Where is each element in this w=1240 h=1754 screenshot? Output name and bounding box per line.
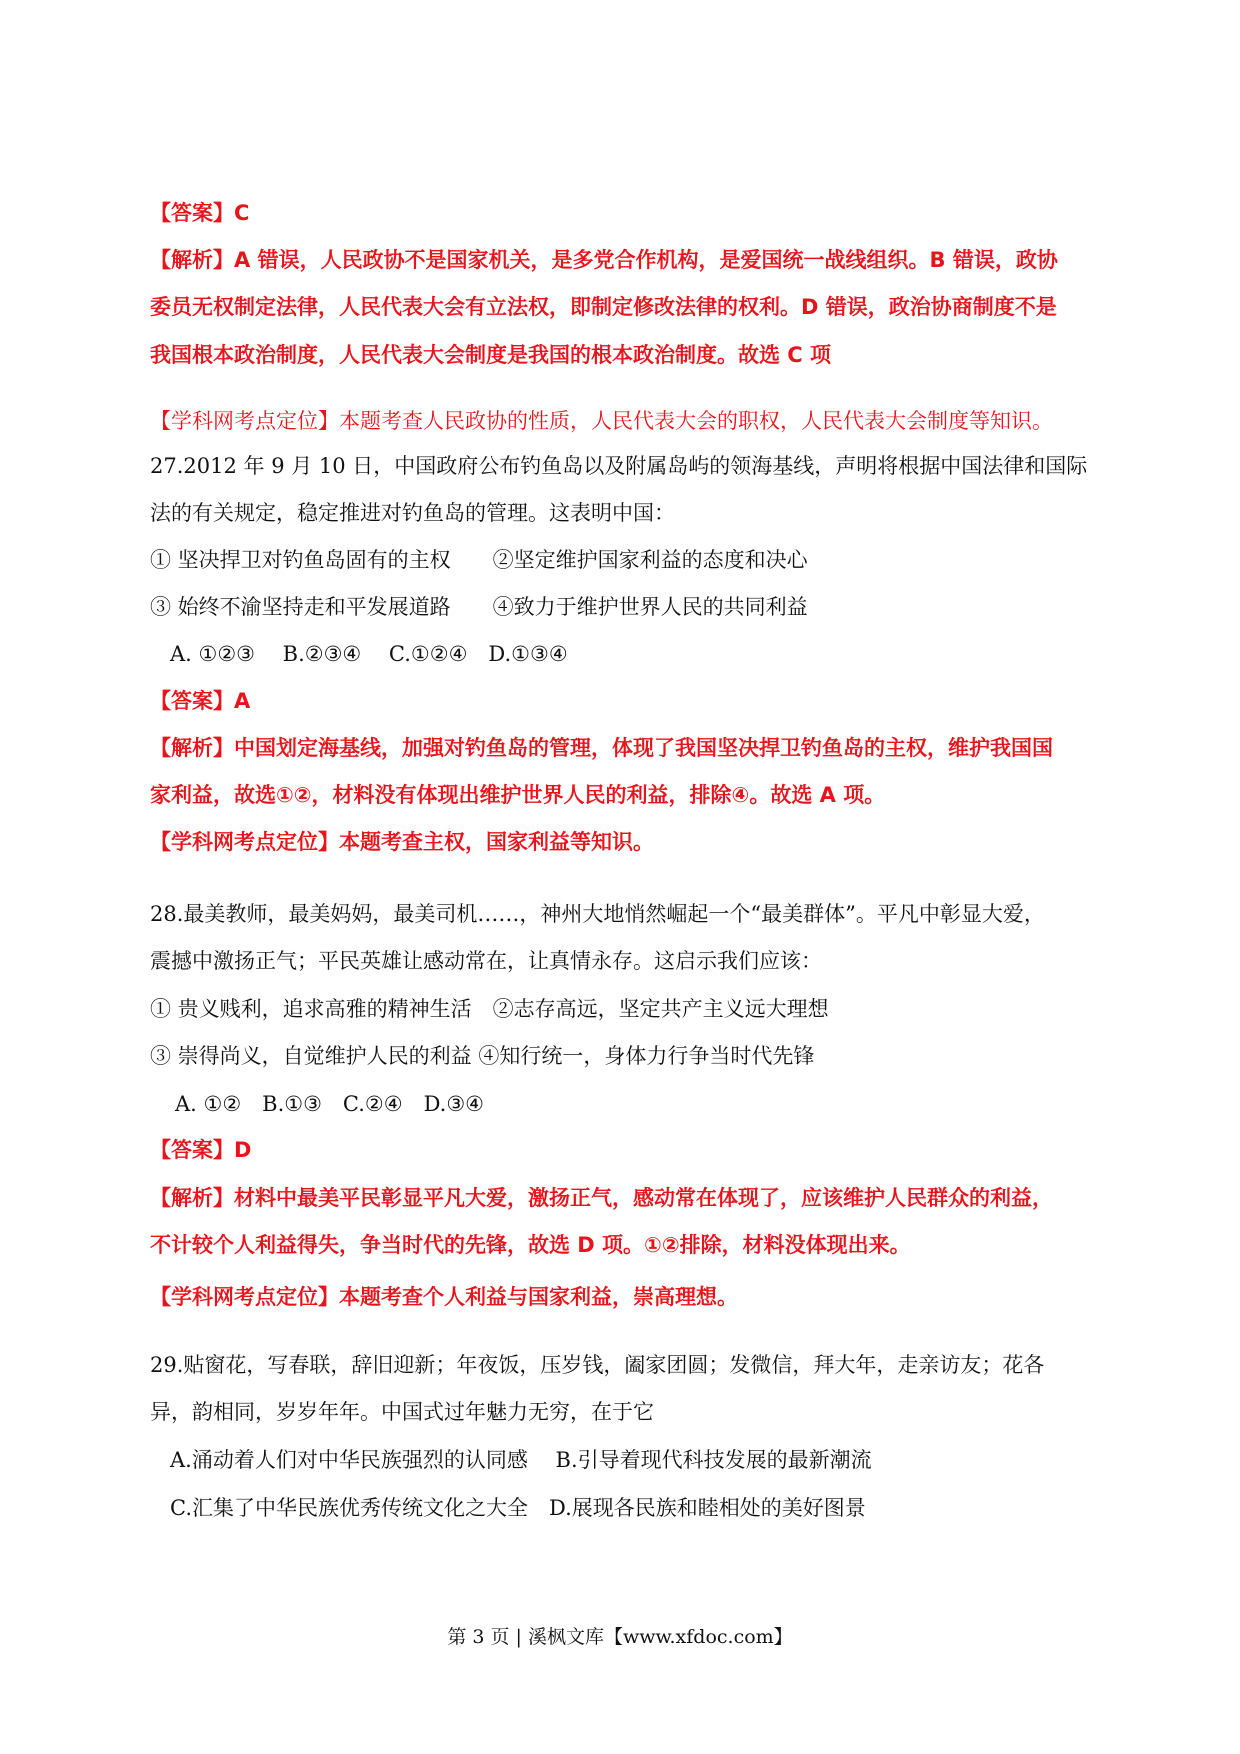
q27-item-line-1: ① 坚决捍卫对钓鱼岛固有的主权 ②坚定维护国家利益的态度和决心 <box>150 548 808 572</box>
q28-knowledge-point: 【学科网考点定位】本题考查个人利益与国家利益，崇高理想。 <box>150 1285 738 1309</box>
q27-knowledge-point: 【学科网考点定位】本题考查主权，国家利益等知识。 <box>150 830 654 854</box>
q28-item-line-1: ① 贵义贱利，追求高雅的精神生活 ②志存高远，坚定共产主义远大理想 <box>150 997 829 1021</box>
q29-option-line-2: C.汇集了中华民族优秀传统文化之大全 D.展现各民族和睦相处的美好图景 <box>170 1496 866 1520</box>
q28-answer: 【答案】D <box>150 1138 252 1162</box>
q28-stem-line-2: 震撼中激扬正气；平民英雄让感动常在，让真情永存。这启示我们应该： <box>150 949 822 973</box>
q29-stem-line-1: 29.贴窗花，写春联，辞旧迎新；年夜饭，压岁钱，阖家团圆；发微信，拜大年，走亲访友；花各 <box>150 1353 1045 1377</box>
q29-stem-line-2: 异，韵相同，岁岁年年。中国式过年魅力无穷，在于它 <box>150 1400 654 1424</box>
q28-analysis-line-1: 【解析】材料中最美平民彰显平凡大爱，激扬正气，感动常在体现了，应该维护人民群众的利益， <box>150 1186 1053 1210</box>
q26-answer: 【答案】C <box>150 201 250 225</box>
page-footer: 第 3 页 | 溪枫文库【www.xfdoc.com】 <box>447 1626 793 1648</box>
q28-stem-line-1: 28.最美教师，最美妈妈，最美司机……，神州大地悄然崛起一个“最美群体”。平凡中彰显大爱， <box>150 902 1045 926</box>
q26-analysis-line-2: 委员无权制定法律，人民代表大会有立法权，即制定修改法律的权利。D 错误，政治协商制度不是 <box>150 295 1057 319</box>
q27-stem-line-2: 法的有关规定，稳定推进对钓鱼岛的管理。这表明中国： <box>150 501 675 525</box>
q26-analysis-line-3: 我国根本政治制度，人民代表大会制度是我国的根本政治制度。故选 C 项 <box>150 343 832 367</box>
q28-analysis-line-2: 不计较个人利益得失，争当时代的先锋，故选 D 项。①②排除，材料没体现出来。 <box>150 1233 911 1257</box>
q27-stem-line-1: 27.2012 年 9 月 10 日，中国政府公布钓鱼岛以及附属岛屿的领海基线，声明将根据中国法律和国际 <box>150 454 1088 478</box>
q28-item-line-2: ③ 崇得尚义，自觉维护人民的利益 ④知行统一，身体力行争当时代先锋 <box>150 1044 815 1068</box>
q27-item-line-2: ③ 始终不渝坚持走和平发展道路 ④致力于维护世界人民的共同利益 <box>150 595 808 619</box>
q29-option-line-1: A.涌动着人们对中华民族强烈的认同感 B.引导着现代科技发展的最新潮流 <box>170 1448 872 1472</box>
q27-answer: 【答案】A <box>150 689 251 713</box>
q27-analysis-line-2: 家利益，故选①②，材料没有体现出维护世界人民的利益，排除④。故选 A 项。 <box>150 783 886 807</box>
q27-options: A. ①②③ B.②③④ C.①②④ D.①③④ <box>170 642 568 666</box>
q26-knowledge-point: 【学科网考点定位】本题考查人民政协的性质，人民代表大会的职权，人民代表大会制度等知识。 <box>150 409 1053 433</box>
q27-analysis-line-1: 【解析】中国划定海基线，加强对钓鱼岛的管理，体现了我国坚决捍卫钓鱼岛的主权，维护我国国 <box>150 736 1053 760</box>
q28-options: A. ①② B.①③ C.②④ D.③④ <box>175 1092 484 1116</box>
q26-analysis-line-1: 【解析】A 错误，人民政协不是国家机关，是多党合作机构，是爱国统一战线组织。B 错误，政协 <box>150 248 1058 272</box>
